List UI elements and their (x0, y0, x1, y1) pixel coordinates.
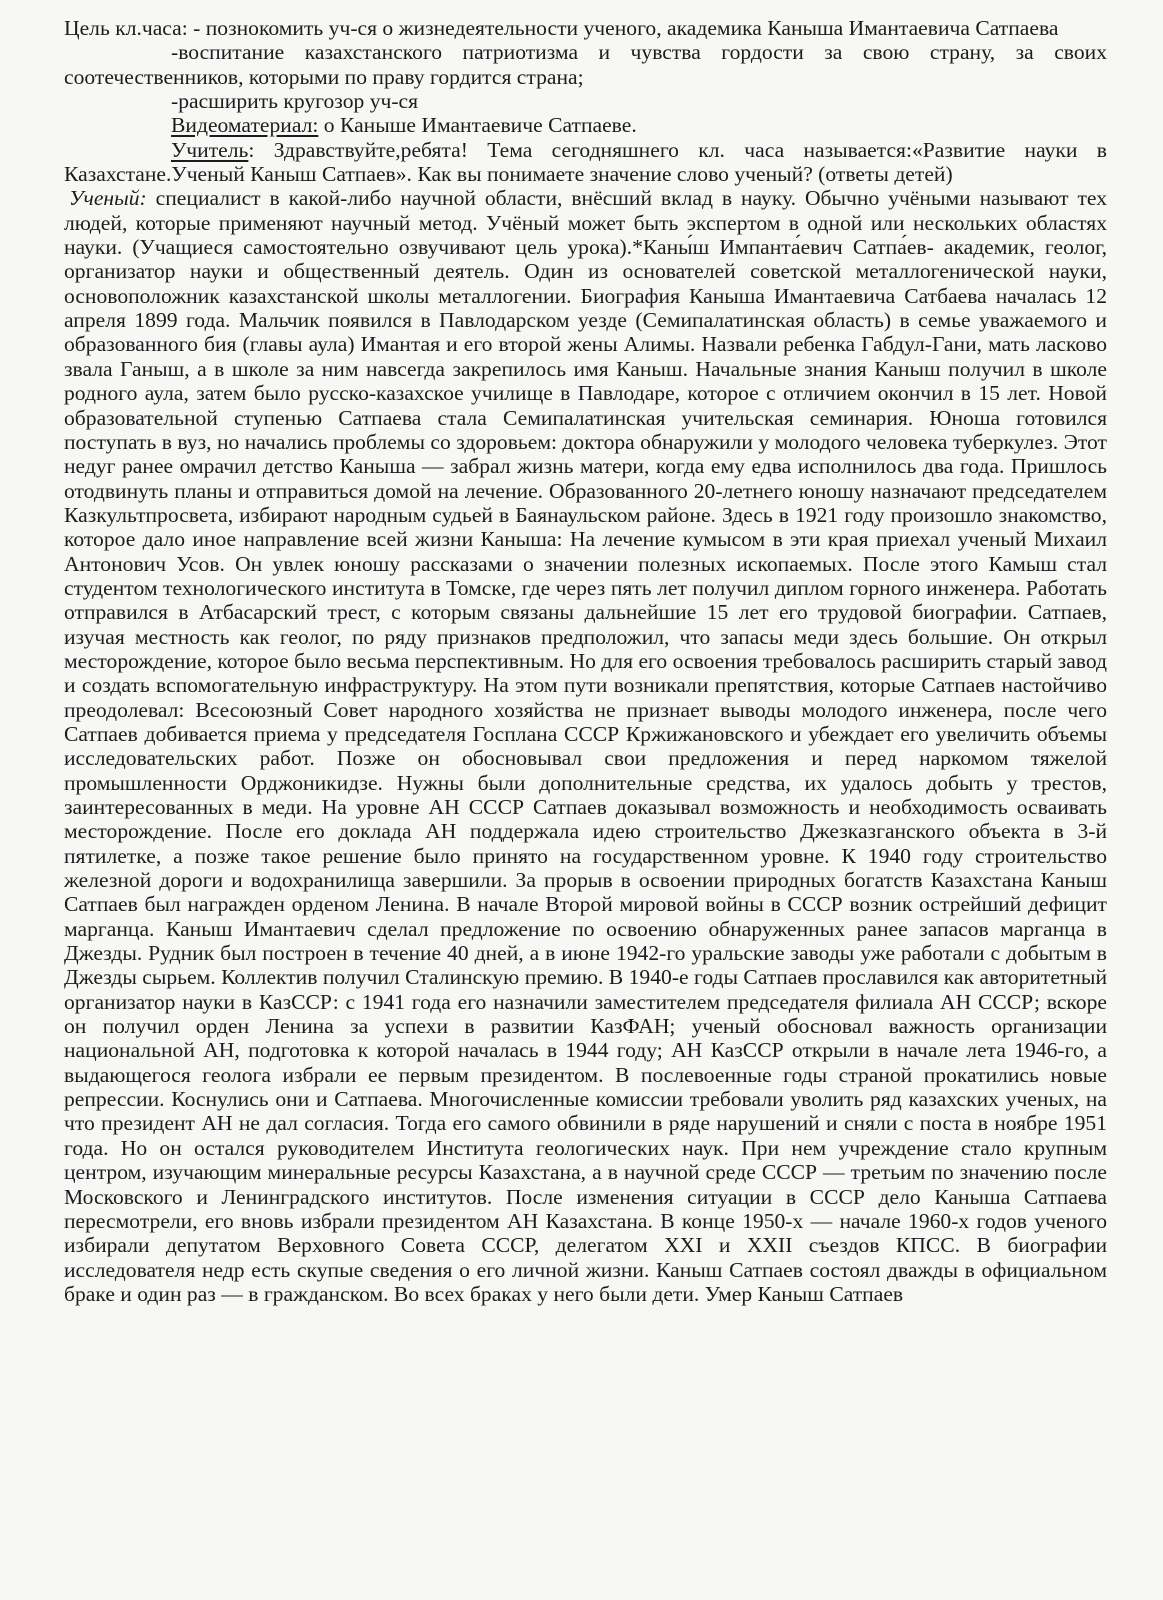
video-material-line (64, 113, 1107, 137)
lesson-goal-2: -воспитание казахстанского патриотизма и чувства гордости за свою страну, за своих соотечественников, которыми по праву гордится страна; (64, 40, 1107, 89)
teacher-label: Учитель (171, 137, 249, 162)
lesson-goal-line (64, 16, 1107, 40)
lesson-goal-3: -расширить кругозор уч-ся (171, 89, 419, 114)
teacher-line (64, 138, 1107, 187)
main-paragraph (64, 186, 1107, 1306)
lesson-goal-1: - познокомить уч-ся о жизнедеятельности ученого, академика Каныша Имантаевича Сатпаева (187, 16, 1059, 40)
lesson-goal-label: Цель кл.часа: (64, 16, 188, 40)
scientist-term: Ученый: (69, 186, 147, 211)
teacher-text: : Здравствуйте,ребята! Тема сегодняшнего кл. часа называется:«Развитие науки в Казахстане.Ученый Каныш Сатпаев». Как вы понимаете значение слово ученый? (ответы детей) (64, 137, 1107, 187)
video-material-label: Видеоматериал: (171, 113, 319, 138)
lesson-goal-2-line (64, 40, 1107, 89)
biography-text: специалист в какой-либо научной области, внёсший вклад в науку. Обычно учёными называют тех людей, которые применяют научный метод. Учёный может быть экспертом в одной или нескольких областях науки. (Учащиеся самостоятельно озвучивают цель урока).*Каны́ш Импанта́евич Сатпа́ев- академик, геолог, организатор науки и общественный деятель. Один из основателей советской металлогенической науки, основоположник казахстанской школы металлогении. Биография Каныша Имантаевича Сатбаева началась 12 апреля 1899 года. Мальчик появился в Павлодарском уезде (Семипалатинская область) в семье уважаемого и образованного бия (главы аула) Имантая и его второй жены Алимы. Назвали ребенка Габдул-Гани, мать ласково звала Ганыш, а в школе за ним навсегда закрепилось имя Каныш. Начальные знания Каныш получил в школе родного аула, затем было русско-казахское училище в Павлодаре, которое с отличием окончил в 15 лет. Новой образовательной ступенью Сатпаева стала Семипалатинская учительская семинария. Юноша готовился поступать в вуз, но начались проблемы со здоровьем: доктора обнаружили у молодого человека туберкулез. Этот недуг ранее омрачил детство Каныша — забрал жизнь матери, когда ему едва исполнилось два года. Пришлось отодвинуть планы и отправиться домой на лечение. Образованного 20-летнего юношу назначают председателем Казкультпросвета, избирают народным судьей в Баянаульском районе. Здесь в 1921 году произошло знакомство, которое дало иное направление всей жизни Каныша: На лечение кумысом в эти края приехал ученый Михаил Антонович Усов. Он увлек юношу рассказами о значении полезных ископаемых. После этого Камыш стал студентом технологического института в Томске, где через пять лет получил диплом горного инженера. Работать отправился в Атбасарский трест, с которым связаны дальнейшие 15 лет его трудовой биографии. Сатпаев, изучая местность как геолог, по ряду признаков предположил, что запасы меди здесь большие. Он открыл месторождение, которое было весьма перспективным. Но для его освоения требовалось расширить старый завод и создать вспомогательную инфраструктуру. На этом пути возникали препятствия, которые Сатпаев настойчиво преодолевал: Всесоюзный Совет народного хозяйства не признает выводы молодого инженера, после чего Сатпаев добивается приема у председателя Госплана СССР Кржижановского и убеждает его увеличить объемы исследовательских работ. Позже он обосновывал свои предложения и перед наркомом тяжелой промышленности Орджоникидзе. Нужны были дополнительные средства, их удалось добыть у трестов, заинтересованных в меди. На уровне АН СССР Сатпаев доказывал возможность и необходимость осваивать месторождение. После его доклада АН поддержала идею строительство Джезказганского объекта в 3-й пятилетке, а позже такое решение было принято на государственном уровне. К 1940 году строительство железной дороги и водохранилища завершили. За прорыв в освоении природных богатств Казахстана Каныш Сатпаев был награжден орденом Ленина. В начале Второй мировой войны в СССР возник острейший дефицит марганца. Каныш Имантаевич сделал предложение по освоению обнаруженных ранее запасов марганца в Джезды. Рудник был построен в течение 40 дней, а в июне 1942-го уральские заводы уже работали с добытым в Джезды сырьем. Коллектив получил Сталинскую премию. В 1940-е годы Сатпаев прославился как авторитетный организатор науки в КазССР: с 1941 года его назначили заместителем председателя филиала АН СССР; вскоре он получил орден Ленина за успехи в развитии КазФАН; ученый обосновал важность организации национальной АН, подготовка к которой началась в 1944 году; АН КазССР открыли в начале лета 1946-го, а выдающегося геолога избрали ее первым президентом. В послевоенные годы страной прокатились новые репрессии. Коснулись они и Сатпаева. Многочисленные комиссии требовали уволить ряд казахских ученых, на что президент АН не дал согласия. Тогда его самого обвинили в ряде нарушений и сняли с поста в ноябре 1951 года. Но он остался руководителем Института геологических наук. При нем учреждение стало крупным центром, изучающим минеральные ресурсы Казахстана, а в научной среде СССР — третьим по значению после Московского и Ленинградского институтов. После изменения ситуации в СССР дело Каныша Сатпаева пересмотрели, его вновь избрали президентом АН Казахстана. В конце 1950-х — начале 1960-х годов ученого избирали депутатом Верховного Совета СССР, делегатом XXI и XXII съездов КПСС. В биографии исследователя недр есть скупые сведения о его личной жизни. Каныш Сатпаев состоял дважды в официальном браке и один раз — в гражданском. Во всех браках у него были дети. Умер Каныш Сатпаев (64, 186, 1107, 1306)
video-material-text: о Каныше Имантаевиче Сатпаеве. (318, 113, 637, 138)
lesson-goal-3-line (64, 89, 1107, 113)
